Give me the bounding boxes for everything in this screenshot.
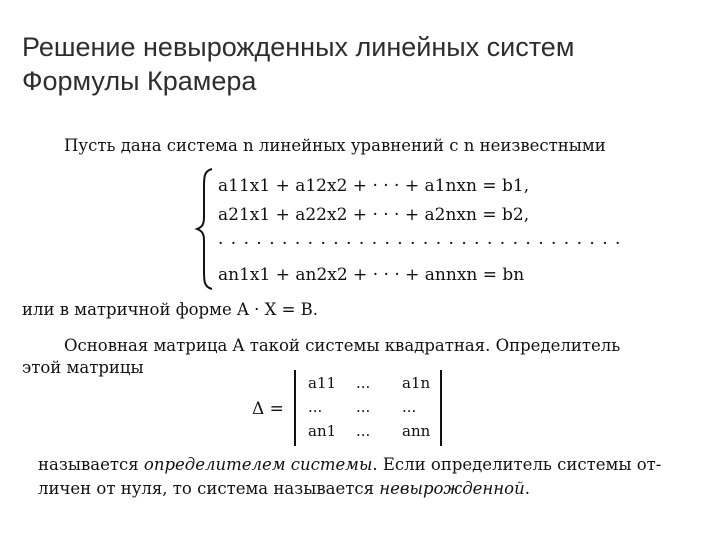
title-line-1: Решение невырожденных линейных систем <box>22 32 575 62</box>
system-row-3: · · · · · · · · · · · · · · · · · · · · · · · · · · · · · · · · <box>218 234 622 254</box>
det-cell: ... <box>402 398 417 416</box>
definition-text: . Если определитель системы от- <box>372 455 662 474</box>
matrix-form-text: или в матричной форме A · X = B. <box>22 300 319 319</box>
determinant-left-bar <box>294 370 296 446</box>
system-row-4: an1x1 + an2x2 + · · · + annxn = bn <box>218 265 525 285</box>
det-cell: ... <box>356 374 371 392</box>
left-brace-icon <box>194 167 216 291</box>
det-cell: a1n <box>402 374 431 392</box>
det-cell: an1 <box>308 422 337 440</box>
title-line-2: Формулы Крамера <box>22 66 257 96</box>
definition-text: называется <box>38 455 144 474</box>
det-cell: a11 <box>308 374 337 392</box>
det-cell: ... <box>356 422 371 440</box>
definition-text: личен от нуля, то система называется <box>38 479 380 498</box>
paragraph-line-2: этой матрицы <box>22 358 144 377</box>
definition-term: определителем системы <box>143 455 373 474</box>
system-row-1: a11x1 + a12x2 + · · · + a1nxn = b1, <box>218 176 530 196</box>
det-cell: ... <box>356 398 371 416</box>
delta-label: Δ = <box>252 399 284 419</box>
intro-text: Пусть дана система n линейных уравнений с n неизвестными <box>64 136 606 155</box>
definition-line-1 <box>38 455 661 475</box>
definition-term: невырожденной <box>379 479 525 498</box>
slide-title <box>22 30 574 98</box>
system-row-2: a21x1 + a22x2 + · · · + a2nxn = b2, <box>218 205 530 225</box>
det-cell: ... <box>308 398 323 416</box>
determinant-right-bar <box>440 370 442 446</box>
definition-text: . <box>524 479 530 498</box>
paragraph-line-1: Основная матрица A такой системы квадратная. Определитель <box>64 336 621 355</box>
det-cell: ann <box>402 422 431 440</box>
definition-line-2 <box>38 479 530 499</box>
